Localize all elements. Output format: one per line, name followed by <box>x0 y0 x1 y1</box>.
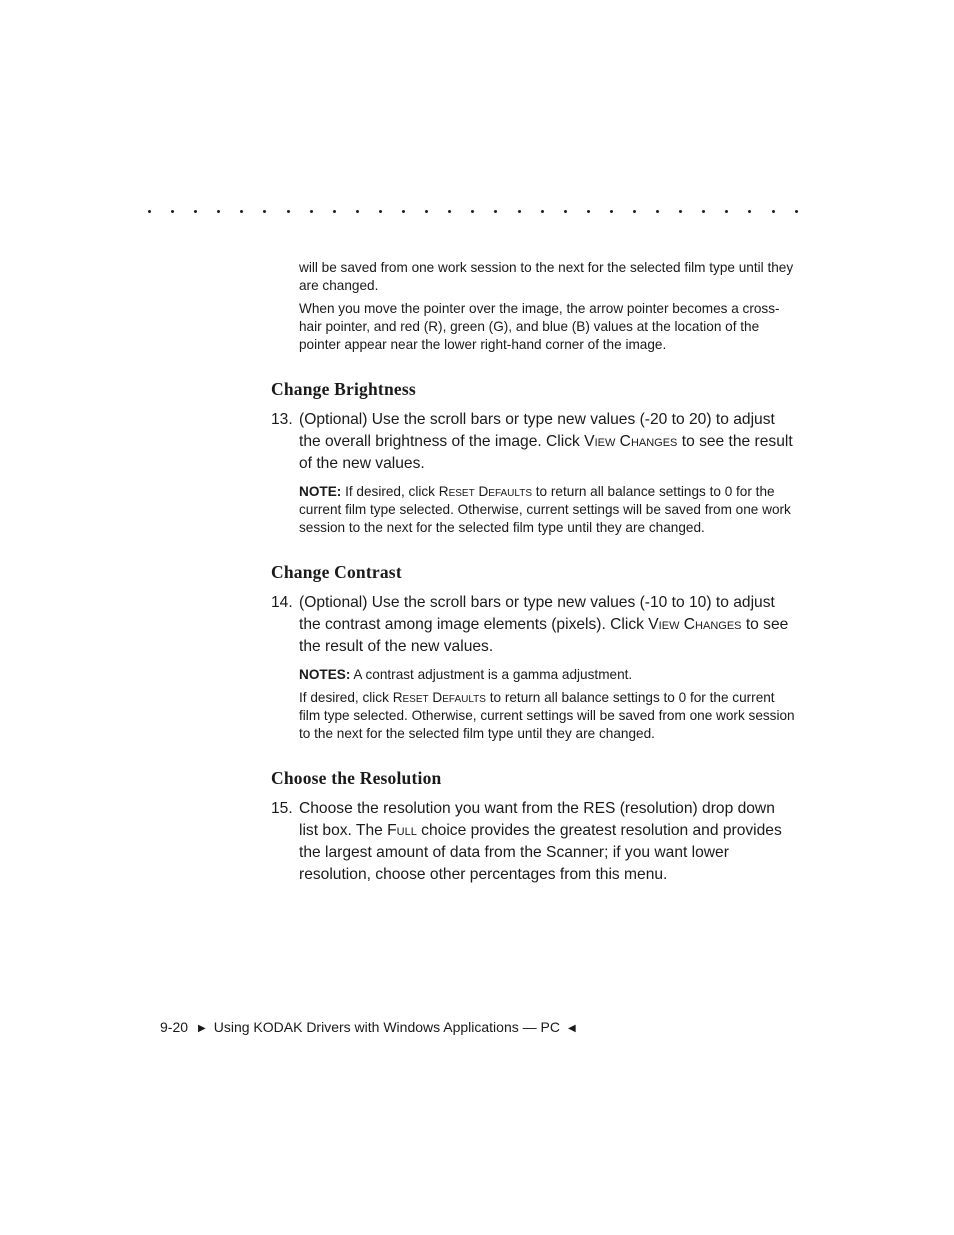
heading-change-brightness: Change Brightness <box>271 379 416 399</box>
dotted-rule <box>148 204 798 218</box>
heading-choose-resolution: Choose the Resolution <box>271 768 442 788</box>
note-contrast-defaults: If desired, click Reset Defaults to return all balance settings to 0 for the current film type selected. Otherwise, current settings will be saved from one work session to the next for the selected film type until they are changed. <box>299 690 795 741</box>
heading-change-contrast: Change Contrast <box>271 562 402 582</box>
intro-paragraph-2: When you move the pointer over the image, the arrow pointer becomes a cross-hair pointer, and red (R), green (G), and blue (B) values at the location of the pointer appear near the lower right-hand corner of the image. <box>299 301 780 352</box>
step-number: 14. <box>271 594 293 611</box>
intro-paragraph-1: will be saved from one work session to the next for the selected film type until they are changed. <box>299 260 794 293</box>
page-number: 9-20 <box>160 1019 189 1035</box>
triangle-left-icon: ◀ <box>567 1023 576 1034</box>
notes-contrast: NOTES: A contrast adjustment is a gamma adjustment. <box>299 667 633 682</box>
footer-title: Using KODAK Drivers with Windows Applications — PC <box>213 1019 560 1035</box>
step-14: 14. (Optional) Use the scroll bars or type new values (-10 to 10) to adjust the contrast among image elements (pixels). Click View Changes to see the result of the new values. <box>271 594 789 655</box>
step-13: 13. (Optional) Use the scroll bars or type new values (-20 to 20) to adjust the overall brightness of the image. Click View Changes to see the result of the new values. <box>271 411 793 472</box>
triangle-right-icon: ▶ <box>198 1023 206 1034</box>
step-number: 13. <box>271 411 293 428</box>
step-15: 15. Choose the resolution you want from the RES (resolution) drop down list box. The Full choice provides the greatest resolution and provides the largest amount of data from the Scanner; if you want lower resolution, choose other percentages from this menu. <box>271 800 782 883</box>
step-number: 15. <box>271 800 293 817</box>
note-brightness: NOTE: If desired, click Reset Defaults to return all balance settings to 0 for the current film type selected. Otherwise, current settings will be saved from one work session to the next for the selected film type until they are changed. <box>299 484 791 535</box>
page-footer <box>160 1017 576 1040</box>
